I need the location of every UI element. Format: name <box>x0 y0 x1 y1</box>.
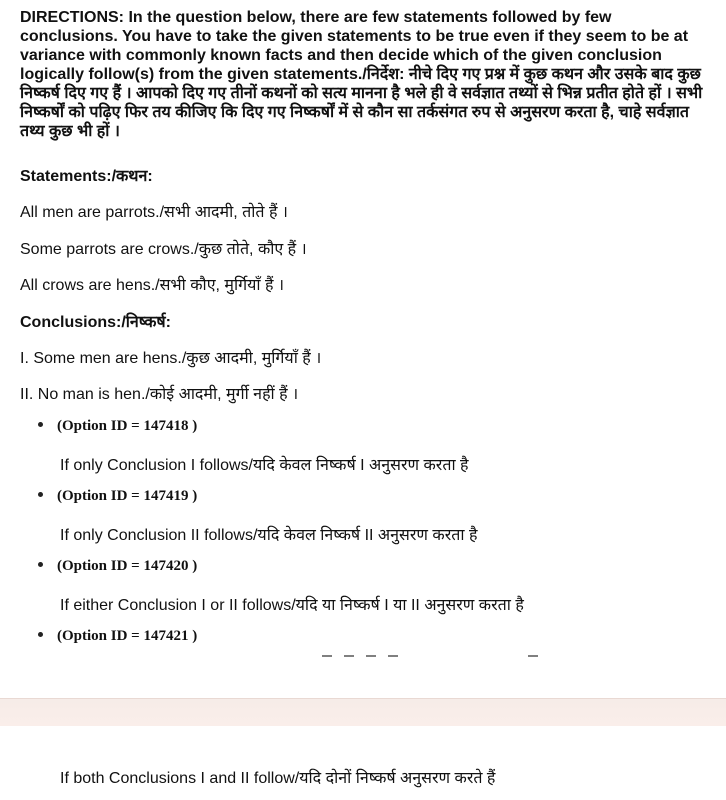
statement-1: All men are parrots./सभी आदमी, तोते हैं । <box>20 204 288 221</box>
conclusions-heading: Conclusions:/निष्कर्ष: <box>20 314 171 331</box>
statements-heading: Statements:/कथन: <box>20 168 153 185</box>
conclusion-2: II. No man is hen./कोई आदमी, मुर्गी नहीं हैं । <box>20 386 299 403</box>
option-4-id: (Option ID = 147421 ) <box>57 628 198 644</box>
statement-3: All crows are hens./सभी कौए, मुर्गियाँ हैं । <box>20 277 285 294</box>
option-1-text[interactable]: If only Conclusion I follows/यदि केवल निष्कर्ष I अनुसरण करता है <box>60 457 469 474</box>
option-4-text[interactable]: If both Conclusions I and II follow/यदि दोनों निष्कर्ष अनुसरण करते हैं <box>60 770 496 787</box>
bullet-icon <box>38 422 43 427</box>
option-3-text[interactable]: If either Conclusion I or II follows/यदि या निष्कर्ष I या II अनुसरण करता है <box>60 597 524 614</box>
option-1-id: (Option ID = 147418 ) <box>57 418 198 434</box>
option-3-id: (Option ID = 147420 ) <box>57 558 198 574</box>
directions-text: DIRECTIONS: In the question below, there are few statements followed by few conclusions. You have to take the given statements to be true even if they seem to be at variance with commonly known facts and then decide which of the given conclusion logically follow(s) from the given statements./निर्देश: नीचे दिए गए प्रश्न में कुछ कथन और उसके बाद कुछ निष्कर्ष दिए गए हैं । आपको दिए गए तीनों कथनों को सत्य मानना है भले ही वे सर्वज्ञात तथ्यों से भिन्न प्रतीत होते हों । सभी निष्कर्षों को पढ़िए फिर तय कीजिए कि दिए गए निष्कर्षों में से कौन सा तर्कसंगत रुप से अनुसरण करता है, चाहे सर्वज्ञात तथ्य कुछ भी हों । <box>20 9 703 140</box>
page-break-dashes <box>322 654 542 658</box>
page-bottom-section <box>0 726 726 800</box>
bullet-icon <box>38 632 43 637</box>
option-2-id-row <box>38 488 197 505</box>
option-2-text[interactable]: If only Conclusion II follows/यदि केवल निष्कर्ष II अनुसरण करता है <box>60 527 478 544</box>
option-1-id-row <box>38 418 197 435</box>
option-4-id-row <box>38 628 197 645</box>
bullet-icon <box>38 562 43 567</box>
bullet-icon <box>38 492 43 497</box>
statement-2: Some parrots are crows./कुछ तोते, कौए हैं । <box>20 241 307 258</box>
option-3-id-row <box>38 558 197 575</box>
option-2-id: (Option ID = 147419 ) <box>57 488 198 504</box>
page-divider <box>0 698 726 727</box>
conclusion-1: I. Some men are hens./कुछ आदमी, मुर्गियाँ हैं । <box>20 350 322 367</box>
